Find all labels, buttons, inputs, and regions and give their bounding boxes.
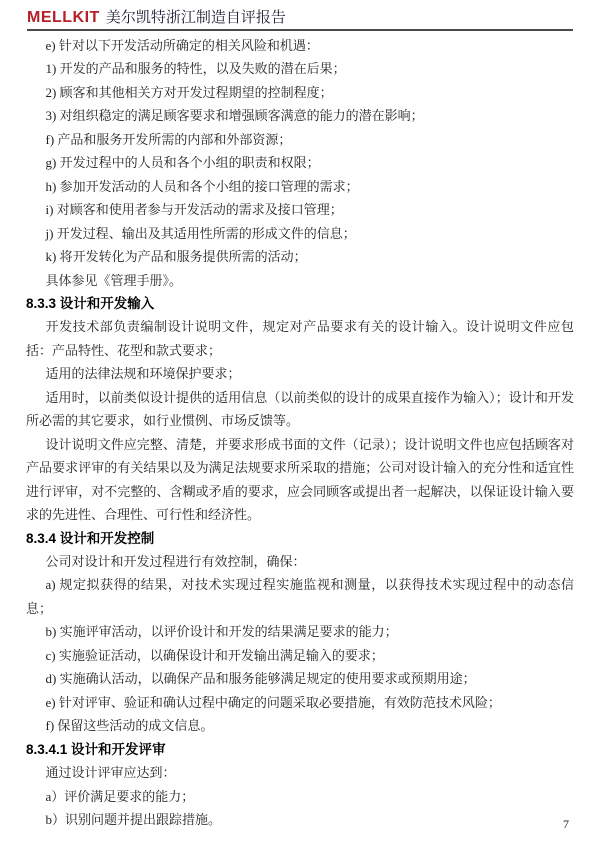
paragraph: 公司对设计和开发过程进行有效控制，确保： (45, 553, 306, 569)
paragraph: b）识别问题并提出跟踪措施。 (45, 811, 222, 827)
paragraph: d) 实施确认活动，以确保产品和服务能够满足规定的使用要求或预期用途； (45, 671, 476, 687)
paragraph: f) 产品和服务开发所需的内部和外部资源； (45, 131, 292, 147)
paragraph: 具体参见《管理手册》。 (45, 272, 183, 288)
section-heading: 8.3.4.1 设计和开发评审 (26, 741, 166, 757)
paragraph: k) 将开发转化为产品和服务提供所需的活动； (45, 249, 307, 265)
header-title: 美尔凯特浙江制造自评报告 (105, 9, 286, 26)
paragraph: f) 保留这些活动的成文信息。 (45, 718, 214, 734)
paragraph: 2) 顾客和其他相关方对开发过程期望的控制程度； (45, 84, 333, 100)
paragraph: 1) 开发的产品和服务的特性，以及失败的潜在后果； (45, 61, 346, 77)
page-header (27, 7, 573, 31)
paragraph: b) 实施评审活动，以评价设计和开发的结果满足要求的能力； (45, 624, 398, 640)
paragraph: a) 规定拟获得的结果，对技术实现过程实施监视和测量，以获得技术实现过程中的动态信息； (26, 577, 574, 616)
paragraph: 设计说明文件应完整、清楚，并要求形成书面的文件（记录）；设计说明文件也应包括顾客对产品要求评审的有关结果以及为满足法规要求所采取的措施；公司对设计输入的充分性和适宜性进行评审，对不完整的、含糊或矛盾的要求，应会同顾客或提出者一起解决，以保证设计输入要求的先进性、合理性、可行性和经济性。 (26, 436, 574, 523)
paragraph: j) 开发过程、输出及其适用性所需的形成文件的信息； (45, 225, 356, 241)
paragraph: e) 针对以下开发活动所确定的相关风险和机遇： (45, 38, 319, 53)
paragraph: a）评价满足要求的能力； (45, 788, 195, 804)
page-number: 7 (563, 817, 569, 831)
document-body (26, 34, 574, 831)
paragraph: i) 对顾客和使用者参与开发活动的需求及接口管理； (45, 202, 343, 218)
paragraph: c) 实施验证活动，以确保设计和开发输出满足输入的要求； (45, 647, 384, 663)
paragraph: 适用时，以前类似设计提供的适用信息（以前类似的设计的成果直接作为输入）；设计和开发所必需的其它要求，如行业惯例、市场反馈等。 (26, 389, 574, 429)
section-heading: 8.3.3 设计和开发输入 (26, 295, 155, 311)
paragraph: h) 参加开发活动的人员和各个小组的接口管理的需求； (45, 178, 359, 194)
brand-logo: MELLKIT (27, 9, 100, 26)
paragraph: 通过设计评审应达到： (45, 765, 176, 781)
section-heading: 8.3.4 设计和开发控制 (26, 530, 155, 546)
paragraph: e) 针对评审、验证和确认过程中确定的问题采取必要措施，有效防范技术风险； (45, 694, 501, 710)
paragraph: 适用的法律法规和环境保护要求； (45, 366, 241, 382)
paragraph: 开发技术部负责编制设计说明文件，规定对产品要求有关的设计输入。设计说明文件应包括：产品特性、花型和款式要求； (26, 319, 574, 358)
paragraph: 3) 对组织稳定的满足顾客要求和增强顾客满意的能力的潜在影响； (45, 108, 424, 124)
paragraph: g) 开发过程中的人员和各个小组的职责和权限； (45, 155, 320, 171)
